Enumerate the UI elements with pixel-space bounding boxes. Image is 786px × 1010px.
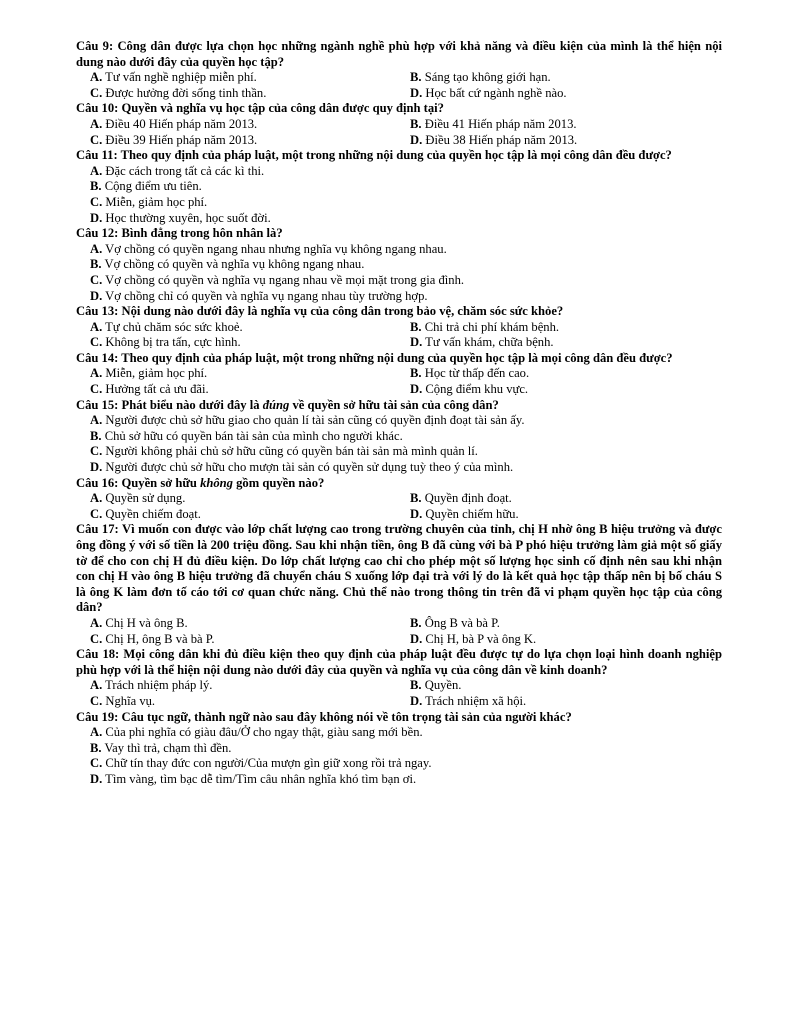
answer-option [76,86,410,102]
question-14 [76,351,722,398]
option-text: Của phi nghĩa có giàu đâu/Ở cho ngay thật, giàu sang mới bền. [105,725,423,740]
option-row [76,320,722,336]
question-stem [76,148,722,164]
question-13 [76,304,722,351]
answer-option [76,179,722,195]
question-number: Câu 15: [76,397,119,412]
option-text: Tư vấn nghề nghiệp miễn phí. [105,70,257,85]
question-text: Mọi công dân khi đủ điều kiện theo quy định của pháp luật đều được tự do lựa chọn loại hình doanh nghiệp phù hợp với là thể hiện nội dung nào dưới đây của quyền và nghĩa vụ của công dân về kinh doanh? [76,647,722,677]
option-label: A. [90,413,103,428]
option-label: C. [90,506,103,521]
question-15 [76,398,722,476]
question-stem [76,39,722,70]
answer-option [76,117,410,133]
option-text: Cộng điểm khu vực. [425,382,529,397]
question-stem [76,351,722,367]
option-text: Ông B và bà P. [424,615,500,630]
question-number: Câu 17: [76,522,119,537]
option-text: Điều 41 Hiến pháp năm 2013. [424,116,577,131]
option-text: Chi trả chi phí khám bệnh. [424,319,560,334]
answer-option [76,133,410,149]
option-label: D. [410,506,423,521]
option-label: C. [90,132,103,147]
option-text: Đặc cách trong tất cả các kì thi. [105,163,265,178]
option-text: Vợ chồng có quyền ngang nhau nhưng nghĩa vụ không ngang nhau. [105,241,447,256]
answer-options [76,366,722,397]
answer-option [76,335,410,351]
question-text: Quyền và nghĩa vụ học tập của công dân được quy định tại? [121,101,444,116]
question-stem [76,710,722,726]
answer-option [76,70,410,86]
option-text: Quyền. [424,678,462,693]
option-text: Chị H và ông B. [105,615,188,630]
option-row [76,366,722,382]
question-text: về quyền sở hữu tài sản của công dân? [289,397,499,412]
answer-option [410,70,722,86]
option-text: Nghĩa vụ. [105,693,156,708]
question-number: Câu 12: [76,226,119,241]
question-stem [76,398,722,414]
option-label: D. [410,335,423,350]
question-stem [76,304,722,320]
option-text: Tư vấn khám, chữa bệnh. [425,335,554,350]
option-label: D. [410,85,423,100]
answer-option [410,86,722,102]
answer-option [410,694,722,710]
question-stem [76,226,722,242]
answer-option [410,678,722,694]
option-label: C. [90,444,103,459]
option-text: Chủ sở hữu có quyền bán tài sản của mình cho người khác. [104,428,403,443]
question-text: Nội dung nào dưới đây là nghĩa vụ của công dân trong bảo vệ, chăm sóc sức khỏe? [121,304,564,319]
answer-option [76,444,722,460]
option-label: B. [90,428,102,443]
option-label: A. [90,319,103,334]
answer-option [410,133,722,149]
option-row [76,694,722,710]
answer-option [410,382,722,398]
question-text: Theo quy định của pháp luật, một trong những nội dung của quyền học tập là mọi công dân đều được? [121,350,673,365]
question-16 [76,476,722,523]
question-stem [76,476,722,492]
question-stem [76,647,722,678]
answer-option [76,491,410,507]
answer-options [76,725,722,787]
question-17 [76,522,722,647]
option-text: Người được chủ sở hữu cho mượn tài sản có quyền sử dụng tuỳ theo ý của mình. [105,460,514,475]
option-label: A. [90,725,103,740]
question-text: Bình đẳng trong hôn nhân là? [121,226,283,241]
answer-options [76,164,722,226]
option-label: C. [90,194,103,209]
answer-option [76,211,722,227]
answer-option [410,320,722,336]
emphasis-text: đúng [262,397,290,412]
option-label: B. [410,678,422,693]
question-number: Câu 13: [76,304,119,319]
question-number: Câu 18: [76,647,120,662]
option-label: C. [90,335,103,350]
option-label: B. [410,319,422,334]
option-text: Vay thì trả, chạm thì đền. [104,740,232,755]
option-text: Cộng điểm ưu tiên. [104,179,202,194]
option-text: Sáng tạo không giới hạn. [424,70,551,85]
answer-option [410,335,722,351]
answer-option [76,460,722,476]
answer-option [76,366,410,382]
option-text: Điều 38 Hiến pháp năm 2013. [425,132,578,147]
option-label: C. [90,272,103,287]
question-stem [76,101,722,117]
option-label: A. [90,163,103,178]
option-text: Được hưởng đời sống tinh thần. [105,85,267,100]
answer-option [76,756,722,772]
answer-option [76,195,722,211]
option-label: A. [90,116,103,131]
option-label: C. [90,756,103,771]
question-text: Câu tục ngữ, thành ngữ nào sau đây không nói về tôn trọng tài sản của người khác? [121,709,572,724]
option-label: D. [410,132,423,147]
answer-option [76,741,722,757]
option-row [76,678,722,694]
answer-options [76,616,722,647]
option-text: Tự chủ chăm sóc sức khoẻ. [105,319,243,334]
question-19 [76,710,722,788]
option-label: B. [410,366,422,381]
answer-option [410,366,722,382]
option-text: Quyền chiếm đoạt. [105,506,201,521]
option-row [76,616,722,632]
question-12 [76,226,722,304]
answer-options [76,117,722,148]
answer-option [76,772,722,788]
question-number: Câu 14: [76,350,119,365]
option-row [76,133,722,149]
answer-option [76,273,722,289]
option-label: B. [410,615,422,630]
option-label: A. [90,615,103,630]
option-label: B. [410,70,422,85]
option-label: D. [90,771,103,786]
option-text: Học thường xuyên, học suốt đời. [105,210,271,225]
option-text: Vợ chồng có quyền và nghĩa vụ ngang nhau về mọi mặt trong gia đình. [105,272,465,287]
question-number: Câu 19: [76,709,119,724]
answer-option [76,320,410,336]
option-row [76,382,722,398]
option-row [76,507,722,523]
option-text: Hưởng tất cả ưu đãi. [105,382,209,397]
answer-options [76,320,722,351]
question-11 [76,148,722,226]
question-stem [76,522,722,616]
answer-option [76,382,410,398]
option-text: Chữ tín thay đức con người/Của mượn gìn giữ xong rồi trả ngay. [105,756,432,771]
question-text: Công dân được lựa chọn học những ngành nghề phù hợp với khả năng và điều kiện của mình là thể hiện nội dung nào dưới đây của quyền học tập? [76,39,722,69]
answer-option [76,507,410,523]
answer-option [76,694,410,710]
emphasis-text: không [200,475,233,490]
answer-options [76,242,722,304]
option-text: Học bất cứ ngành nghề nào. [425,85,567,100]
option-row [76,491,722,507]
option-label: B. [410,116,422,131]
option-label: D. [90,210,103,225]
option-label: C. [90,85,103,100]
option-label: B. [90,179,102,194]
option-row [76,335,722,351]
question-text: Theo quy định của pháp luật, một trong những nội dung của quyền học tập là mọi công dân đều được? [120,148,672,163]
answer-option [410,491,722,507]
option-text: Chị H, bà P và ông K. [425,631,537,646]
option-label: C. [90,382,103,397]
question-number: Câu 10: [76,101,119,116]
option-text: Tìm vàng, tìm bạc dễ tìm/Tìm câu nhân nghĩa khó tìm bạn ơi. [105,771,417,786]
option-label: A. [90,491,103,506]
question-text: Quyền sở hữu [121,475,201,490]
question-number: Câu 11: [76,148,118,163]
answer-option [76,725,722,741]
option-label: A. [90,241,103,256]
answer-option [76,616,410,632]
option-text: Điều 40 Hiến pháp năm 2013. [105,116,258,131]
answer-option [410,117,722,133]
answer-options [76,491,722,522]
option-text: Miễn, giảm học phí. [105,194,208,209]
option-label: A. [90,678,103,693]
answer-option [76,632,410,648]
option-text: Trách nhiệm xã hội. [425,693,527,708]
exam-page [76,39,722,788]
answer-option [76,678,410,694]
answer-option [76,164,722,180]
option-label: D. [410,693,423,708]
question-18 [76,647,722,709]
option-label: B. [410,491,422,506]
answer-option [410,507,722,523]
option-text: Người không phải chủ sở hữu cũng có quyền bán tài sản mà mình quản lí. [105,444,478,459]
answer-option [76,242,722,258]
question-text: gồm quyền nào? [232,475,325,490]
option-row [76,632,722,648]
answer-option [76,413,722,429]
option-label: A. [90,366,103,381]
option-text: Chị H, ông B và bà P. [105,631,215,646]
answer-option [76,429,722,445]
answer-options [76,70,722,101]
question-9 [76,39,722,101]
option-row [76,70,722,86]
option-label: D. [90,288,103,303]
option-label: D. [90,460,103,475]
answer-option [76,289,722,305]
option-text: Miễn, giảm học phí. [105,366,208,381]
question-10 [76,101,722,148]
answer-option [410,616,722,632]
option-label: B. [90,257,102,272]
option-label: C. [90,631,103,646]
question-number: Câu 9: [76,39,114,53]
answer-option [76,257,722,273]
answer-option [410,632,722,648]
option-text: Học từ thấp đến cao. [424,366,530,381]
option-text: Quyền chiếm hữu. [425,506,519,521]
option-text: Quyền định đoạt. [424,491,512,506]
option-text: Người được chủ sở hữu giao cho quản lí tài sản cũng có quyền định đoạt tài sản ấy. [105,413,525,428]
option-text: Vợ chồng có quyền và nghĩa vụ không ngang nhau. [104,257,365,272]
option-text: Quyền sử dụng. [105,491,186,506]
option-text: Vợ chồng chỉ có quyền và nghĩa vụ ngang nhau tùy trường hợp. [105,288,428,303]
question-text: Vì muốn con được vào lớp chất lượng cao trong trường chuyên của tỉnh, chị H nhờ ông B hiệu trưởng và được ông đồng ý với số tiền là 200 triệu đồng. Sau khi nhận tiền, ông B đã cùng với bà P phó hiệu trưởng làm giả một số giấy tờ để cho con chị H đủ điều kiện. Do lớp chất lượng cao chỉ cho phép một số lượng học sinh cố định nên sau khi nhận con chị H vào ông B hiệu trưởng đã chuyển cháu S xuống lớp đại trà với lý do là kết quả học tập thấp nên bị bố cháu S là ông K làm đơn tố cáo tới cơ quan chức năng. Chủ thể nào trong thông tin trên đã vi phạm quyền học tập của công dân? [76,522,722,615]
option-label: A. [90,70,103,85]
option-row [76,86,722,102]
option-label: D. [410,382,423,397]
answer-options [76,678,722,709]
option-label: B. [90,740,102,755]
option-text: Trách nhiệm pháp lý. [105,678,213,693]
option-label: D. [410,631,423,646]
option-row [76,117,722,133]
option-text: Không bị tra tấn, cực hình. [105,335,241,350]
question-number: Câu 16: [76,475,119,490]
option-label: C. [90,693,103,708]
answer-options [76,413,722,475]
option-text: Điều 39 Hiến pháp năm 2013. [105,132,258,147]
question-text: Phát biểu nào dưới đây là [121,397,263,412]
